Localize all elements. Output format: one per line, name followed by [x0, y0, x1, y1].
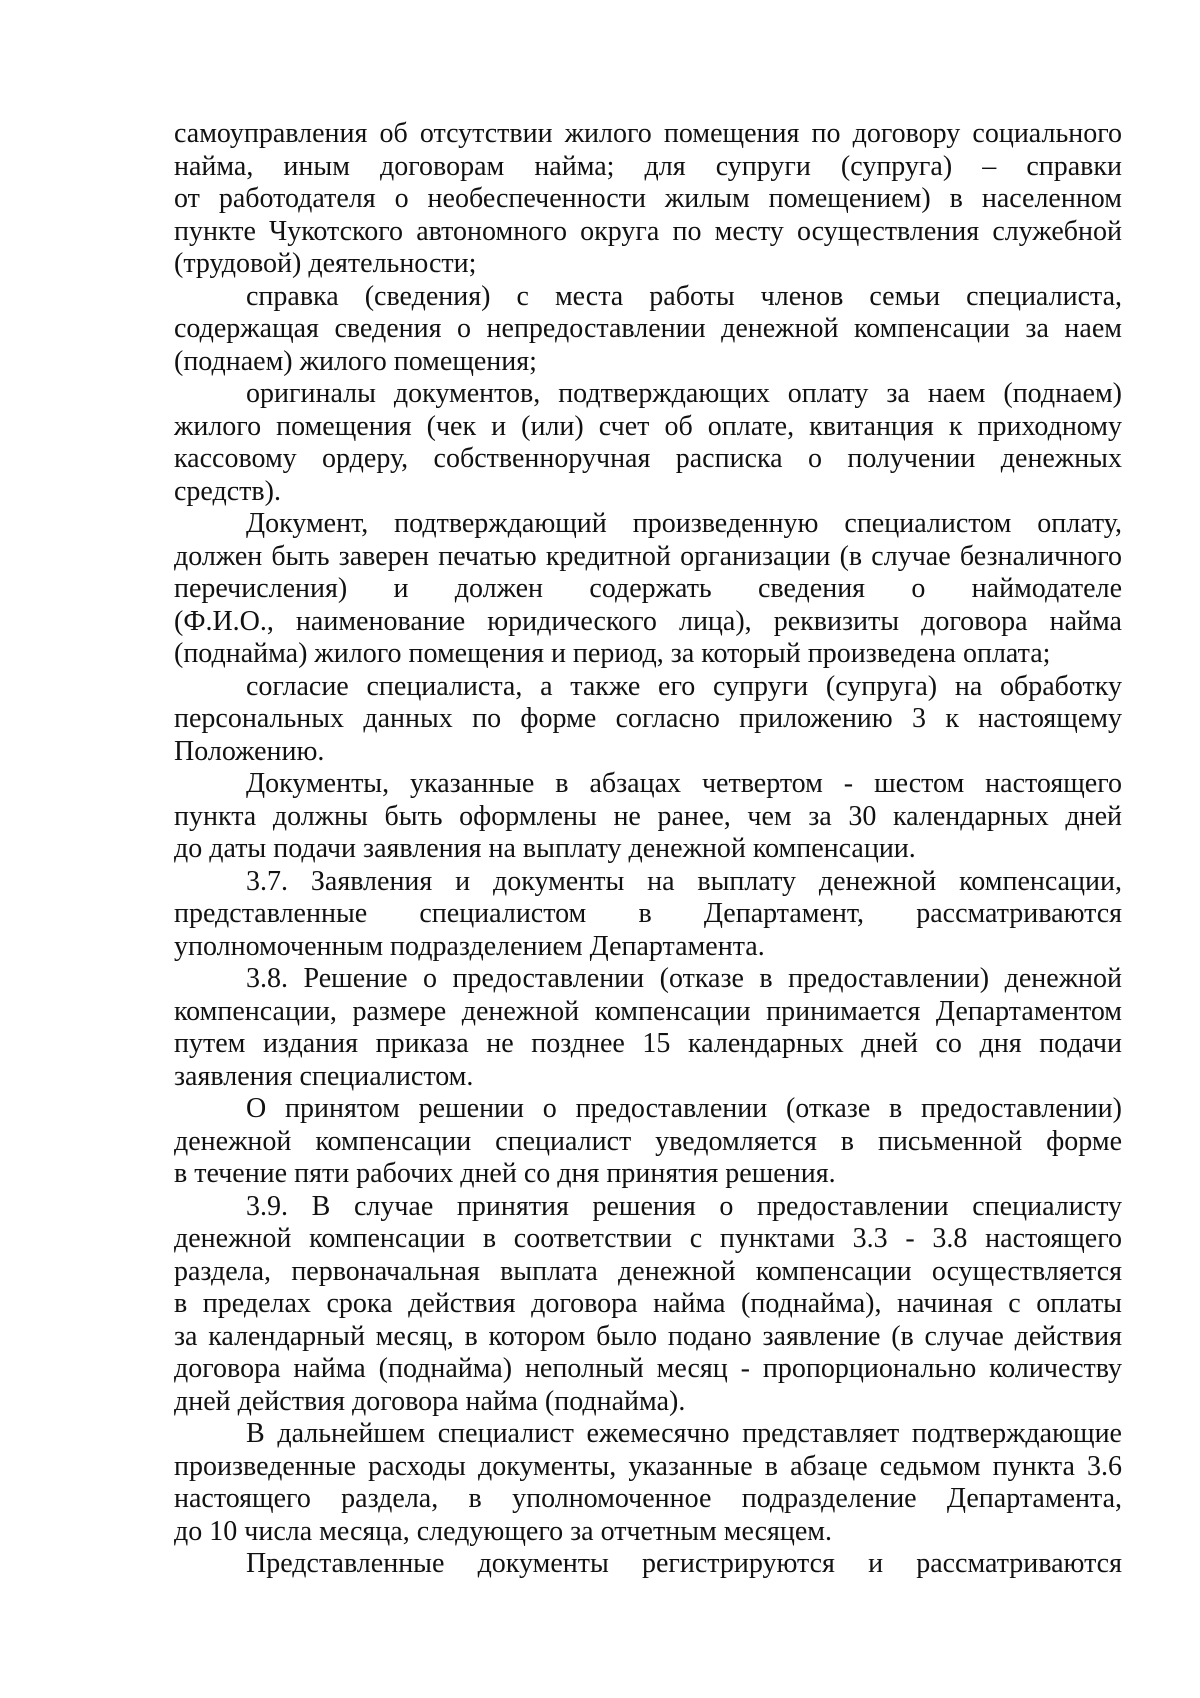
text-line: дней действия договора найма (поднайма).: [174, 1385, 686, 1417]
text-line: жилого помещения (чек и (или) счет об оплате, квитанция к приходному: [174, 410, 1122, 442]
text-line: кассовому ордеру, собственноручная расписка о получении денежных: [174, 443, 1122, 474]
text-line: (поднаем) жилого помещения;: [174, 345, 537, 377]
text-line: (Ф.И.О., наименование юридического лица), реквизиты договора найма: [174, 605, 1122, 637]
text-line: уполномоченным подразделением Департамента.: [174, 930, 765, 962]
text-line: Положению.: [174, 735, 325, 767]
text-line: 3.8. Решение о предоставлении (отказе в предоставлении) денежной: [246, 963, 1122, 994]
text-line: денежной компенсации специалист уведомляется в письменной форме: [174, 1125, 1122, 1157]
text-line: самоуправления об отсутствии жилого помещения по договору социального: [174, 118, 1122, 149]
text-line: в течение пяти рабочих дней со дня принятия решения.: [174, 1158, 836, 1189]
text-line: Представленные документы регистрируются и рассматриваются: [246, 1548, 1122, 1579]
text-line: за календарный месяц, в котором было подано заявление (в случае действия: [174, 1320, 1122, 1352]
text-line: путем издания приказа не позднее 15 календарных дней со дня подачи: [174, 1028, 1122, 1059]
text-line: найма, иным договорам найма; для супруги (супруга) – справки: [174, 150, 1122, 182]
text-line: оригиналы документов, подтверждающих оплату за наем (поднаем): [246, 378, 1122, 409]
text-line: перечисления) и должен содержать сведения о наймодателе: [174, 573, 1122, 604]
text-line: В дальнейшем специалист ежемесячно представляет подтверждающие: [246, 1418, 1122, 1449]
text-line: согласие специалиста, а также его супруги (супруга) на обработку: [246, 670, 1122, 702]
text-line: О принятом решении о предоставлении (отказе в предоставлении): [246, 1093, 1122, 1124]
text-line: представленные специалистом в Департамент, рассматриваются: [174, 898, 1122, 929]
text-line: должен быть заверен печатью кредитной организации (в случае безналичного: [174, 540, 1122, 572]
text-line: содержащая сведения о непредоставлении денежной компенсации за наем: [174, 313, 1122, 344]
text-line: персональных данных по форме согласно приложению 3 к настоящему: [174, 703, 1122, 734]
text-line: настоящего раздела, в уполномоченное подразделение Департамента,: [174, 1483, 1122, 1514]
text-line: договора найма (поднайма) неполный месяц - пропорционально количеству: [174, 1353, 1122, 1384]
text-line: от работодателя о необеспеченности жилым помещением) в населенном: [174, 183, 1122, 214]
text-line: Документ, подтверждающий произведенную специалистом оплату,: [246, 508, 1122, 539]
text-line: пункте Чукотского автономного округа по месту осуществления служебной: [174, 215, 1122, 247]
text-line: компенсации, размере денежной компенсации принимается Департаментом: [174, 995, 1122, 1027]
text-line: в пределах срока действия договора найма (поднайма), начиная с оплаты: [174, 1288, 1122, 1319]
text-line: до 10 числа месяца, следующего за отчетным месяцем.: [174, 1515, 832, 1547]
document-body: [174, 118, 1122, 1581]
text-line: заявления специалистом.: [174, 1060, 474, 1092]
text-line: (поднайма) жилого помещения и период, за который произведена оплата;: [174, 638, 1051, 669]
text-line: Документы, указанные в абзацах четвертом - шестом настоящего: [246, 768, 1122, 799]
text-line: средств).: [174, 475, 281, 507]
text-line: денежной компенсации в соответствии с пунктами 3.3 - 3.8 настоящего: [174, 1223, 1122, 1254]
text-line: пункта должны быть оформлены не ранее, чем за 30 календарных дней: [174, 800, 1122, 832]
text-line: произведенные расходы документы, указанные в абзаце седьмом пункта 3.6: [174, 1450, 1122, 1482]
text-line: раздела, первоначальная выплата денежной компенсации осуществляется: [174, 1255, 1122, 1287]
text-line: 3.9. В случае принятия решения о предоставлении специалисту: [246, 1190, 1122, 1222]
text-line: (трудовой) деятельности;: [174, 248, 477, 279]
text-line: справка (сведения) с места работы членов семьи специалиста,: [246, 280, 1122, 312]
text-line: 3.7. Заявления и документы на выплату денежной компенсации,: [246, 865, 1122, 897]
text-line: до даты подачи заявления на выплату денежной компенсации.: [174, 833, 916, 864]
